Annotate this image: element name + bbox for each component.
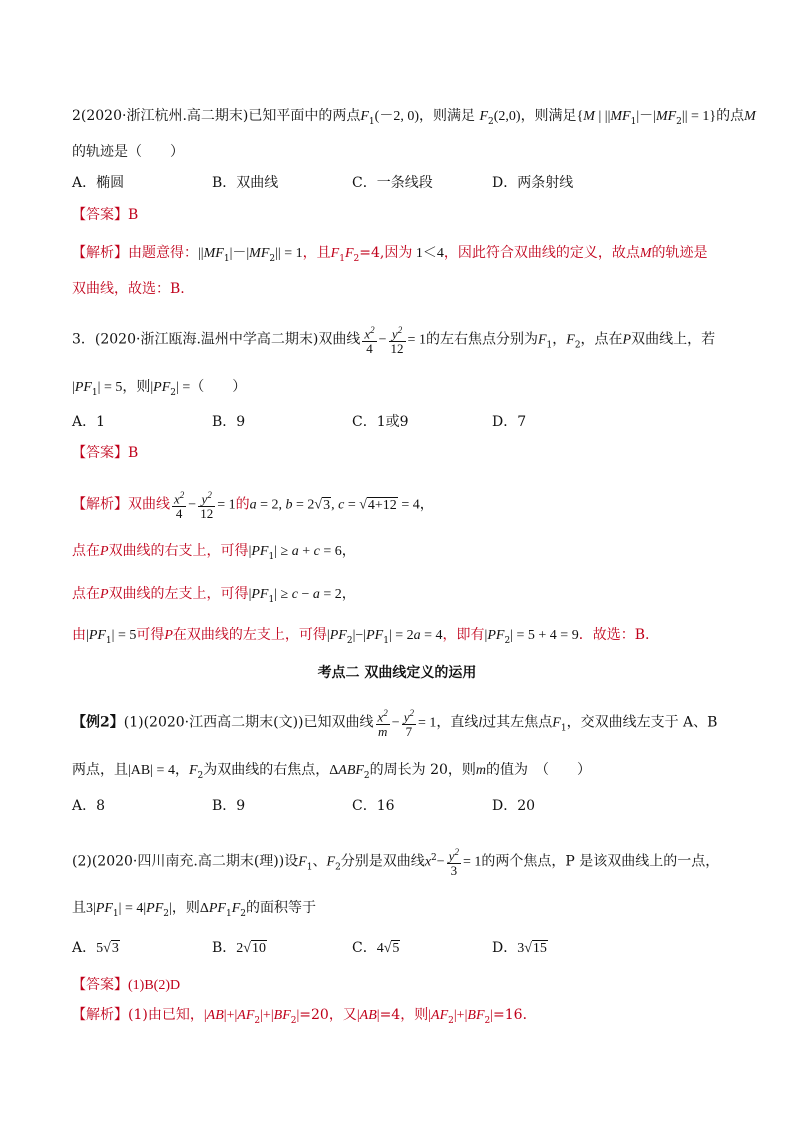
q3-analysis-line2: 点在P双曲线的右支上，可得$|PF_1| \ge a + c = 6$， [72,543,356,562]
ex2-stem-text-8: 的周长为 20，则 [369,762,476,778]
q2-option-c: C．一条线段 [352,175,433,191]
q3-option-c: C．1或9 [352,414,409,430]
q3-stem-line2: $|PF_1| = 5$，则$|PF_2|$ =（ ） [72,379,247,398]
q3-analysis-text-6: 双曲线的左支上，可得 [108,586,249,602]
ex2-part2-text-2: 分别是双曲线 [340,853,425,870]
ex2-stem-line1: 【例2】(1)(2020·江西高二期末(文))已知双曲线 $\frac{x^2}{m}$ − $\frac{y^2}{7}$ = 1，直线l过其左焦点$F_1$，交双曲线左支于 A、B [72,708,718,740]
q2-option-a: A．椭圆 [72,175,125,191]
q3-analysis-text-3: 点在 [72,543,100,559]
q2-analysis-text-2: ，且 [302,245,331,261]
ex2-analysis-text-4: =16． [493,1007,537,1023]
q3-analysis-text-4: 双曲线的右支上，可得 [108,543,249,559]
ex2-stem-text-3: 过其左焦点 [482,714,553,731]
ex2-option-c: C．16 [352,798,395,814]
q3-analysis-line1: 【解析】双曲线 $\frac{x^2}{4}$ − $\frac{y^2}{12}$ = 1的a = 2, b = 2√3, c = √4+12 = 4， [72,490,434,522]
ex2-analysis-text-2: =20，又 [299,1007,357,1023]
q2-answer: 【答案】B [72,207,139,223]
ex2-analysis-text: (1)由已知， [128,1007,204,1023]
ex2-stem-text-2: ，直线 [436,714,479,731]
ex2-option-a: A．8 [72,798,106,814]
q3-stem-text-5: ，则 [122,379,151,395]
q3-analysis-text-8: 可得 [136,627,165,643]
q3-stem-text-6: （ ） [190,379,247,395]
q3-analysis-text-11: ．故选：B. [578,627,650,643]
q3-analysis-text: 双曲线 [128,496,170,513]
ex2-p2-option-c: C．4√5 [352,940,400,956]
q2-stem-line2 [72,142,184,162]
q2-option-b: B．双曲线 [212,175,279,191]
q2-stem-line1: 2(2020·浙江杭州.高二期末)已知平面中的两点$F_1(-2$, 0)，则满足 $F_2(2,0)$，则满足{M | $||MF_1|-|MF_2|| = 1$}的点M [72,108,756,127]
q3-stem-line1: 3．(2020·浙江瓯海.温州中学高二期末)双曲线 $\frac{x^2}{4}$ − $\frac{y^2}{12}$ = 1的左右焦点分别为$F_1$，$F_2$，点在P双曲线上，若 [72,325,716,357]
ex2-analysis-text-3: =4，则 [379,1007,429,1023]
q3-option-a: A．1 [72,414,106,430]
q3-analysis-text-5: 点在 [72,586,100,602]
q2-analysis-label: 【解析】 [72,245,128,261]
ex2-stem-line2: 两点，且|AB| = 4，$F_2$为双曲线的右焦点，$\Delta ABF_2$的周长为 20，则m的值为 （ ） [72,762,592,781]
ex2-analysis-line1: 【解析】(1)由已知，$|AB|+|AF_2|+|BF_2|=20$，又|AB|=4，则$|AF_2|+|BF_2|=16$． [72,1007,537,1026]
ex2-p2-option-b: B．2√10 [212,940,266,956]
q2-option-d: D．两条射线 [492,175,574,191]
ex2-stem-text-7: 为双曲线的右焦点， [203,762,330,778]
q3-frac-y: $\frac{y^2}{12}$ [390,325,404,357]
ex2-part2-text: (2)(2020·四川南充.高二期末(理))设 [72,853,299,870]
ex2-answer-value: (1)B(2)D [128,978,181,993]
ex2-answer [72,975,180,996]
ex2-option-b: B．9 [212,798,246,814]
q3-stem-text: 3．(2020·浙江瓯海.温州中学高二期末)双曲线 [72,331,361,348]
q2-stem-text-3: 的点 [716,108,745,124]
ex2-tag: 【例2】 [72,714,124,731]
ex2-options1 [72,796,632,816]
q2-analysis-text-4: ，因此符合双曲线的定义，故点 [443,245,640,261]
q3-analysis-text-2: 的 [235,496,250,513]
ex2-part2-text-4: 且 [72,900,86,916]
ex2-part2-line2: 且$3|PF_1| = 4|PF_2|$，则$\Delta PF_1F_2$的面积等于 [72,900,316,919]
q3-frac-x: $\frac{x^2}{4}$ [364,325,375,357]
q3-options [72,412,632,432]
q3-analysis-label: 【解析】 [72,496,128,513]
q3-option-b: B．9 [212,414,246,430]
q3-stem-text-3: ，点在 [580,331,623,348]
q2-options [72,173,632,193]
q3-analysis-text-9: 在双曲线的左支上，可得 [172,627,327,643]
section-title: 考点二 双曲线定义的运用 [317,665,477,681]
ex2-stem-text-5: 两点，且 [72,762,128,778]
ex2-analysis-label: 【解析】 [72,1007,128,1023]
ex2-part2-text-3: 的两个焦点，P 是该双曲线上的一点， [481,853,720,870]
q2-analysis-text: 由题意得： [128,245,198,261]
ex2-part2-text-6: 的面积等于 [245,900,316,916]
ex2-part2-text-5: ，则 [171,900,200,916]
ex2-stem-text-9: 的值为 （ ） [486,762,592,778]
ex2-stem-text: (1)(2020·江西高二期末(文))已知双曲线 [123,714,374,731]
q3-analysis-text-10: ，即有 [442,627,485,643]
q2-stem-text: 2(2020·浙江杭州.高二期末)已知平面中的两点 [72,108,361,124]
q2-analysis-text-5: 的轨迹是 [651,245,708,261]
ex2-answer-label: 【答案】 [72,977,128,993]
ex2-option-d: D．20 [492,798,536,814]
q3-analysis-line3: 点在P双曲线的左支上，可得$|PF_1| \ge c - a = 2$， [72,586,356,605]
q2-analysis-line1: 【解析】由题意得：$||MF_1|-|MF_2|| = 1$，且$F_1F_2=4$,因为 1＜4，因此符合双曲线的定义，故点M的轨迹是 [72,245,708,264]
q3-analysis-text-7: 由 [72,627,86,643]
q2-analysis-line2: 双曲线，故选：B. [72,281,185,297]
q3-analysis-line4: 由$|PF_1| = 5$可得P在双曲线的左支上，可得$|PF_2|-|PF_1| = 2a = 4$，即有$|PF_2| = 5 + 4 = 9$．故选：B. [72,627,650,646]
ex2-p2-option-a: A．5√3 [72,940,119,956]
ex2-part2-line1: (2)(2020·四川南充.高二期末(理))设$F_1$、$F_2$分别是双曲线$x^2-$ $\frac{y^2}{3}$ = 1的两个焦点，P 是该双曲线上的一点， [72,847,720,879]
q3-option-d: D．7 [492,414,527,430]
ex2-stem-text-6: ， [174,762,189,778]
ex2-stem-text-4: ，交双曲线左支于 A、B [566,714,718,731]
q2-stem-text-2: ，则满足 [418,108,475,124]
ex2-p2-option-d: D．3√15 [492,940,547,956]
q3-answer: 【答案】B [72,445,139,461]
ex2-options2 [72,938,632,959]
q3-stem-text-4: 双曲线上，若 [631,331,716,348]
q3-stem-text-2: 的左右焦点分别为 [425,331,538,348]
q2-stem-text-4: 的轨迹是（ ） [72,144,184,160]
q2-analysis-text-3: =4,因为 [359,245,413,261]
